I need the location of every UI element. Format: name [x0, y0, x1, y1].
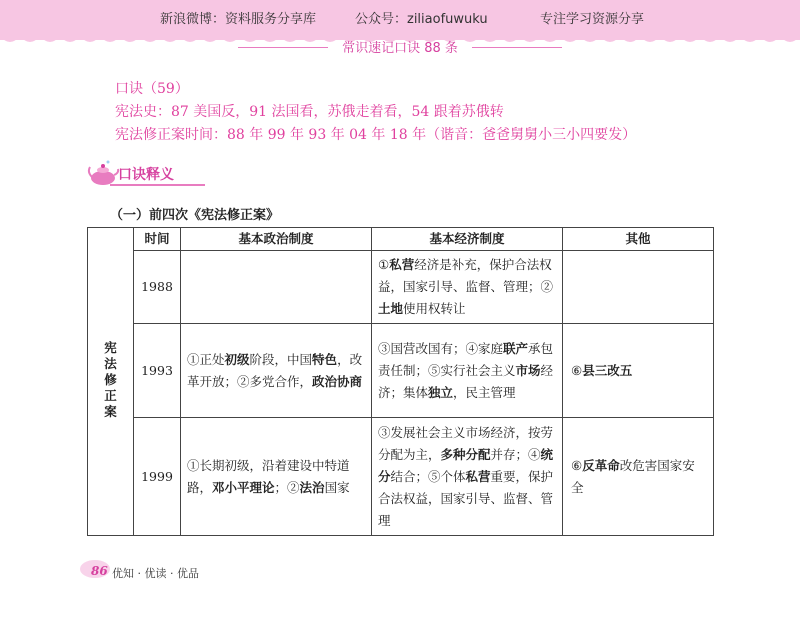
text-segment: 国家	[324, 479, 350, 495]
bold-segment: 邓小平理论	[212, 479, 275, 495]
year-cell: 1988	[134, 251, 181, 324]
header-economic: 基本经济制度	[372, 228, 563, 251]
political-cell	[181, 418, 372, 536]
bold-segment: 特色	[312, 351, 338, 367]
table-subheading: （一）前四次《宪法修正案》	[110, 208, 280, 223]
economic-cell	[372, 418, 563, 536]
other-cell	[563, 324, 714, 418]
weibo-text: 新浪微博：资料服务分享库	[160, 12, 317, 27]
amendments-table	[87, 227, 714, 536]
bold-segment: 市场	[515, 362, 541, 378]
mnemonic-line-1: 宪法史：87 美国反，91 法国看，苏俄走着看，54 跟着苏俄转	[115, 104, 504, 120]
text-segment: 使用权转让	[403, 301, 466, 316]
header-other: 其他	[563, 228, 714, 251]
section-label: 口诀释义	[118, 167, 174, 183]
political-cell	[181, 324, 372, 418]
other-cell	[563, 418, 714, 536]
text-segment: ⑥	[571, 457, 583, 473]
year-cell: 1993	[134, 324, 181, 418]
other-cell	[563, 251, 714, 324]
header-time: 时间	[134, 228, 181, 251]
header-political: 基本政治制度	[181, 228, 372, 251]
bold-segment: 私营	[389, 257, 415, 272]
text-segment: ；②	[274, 479, 300, 495]
text-segment: ⑥	[571, 362, 583, 378]
economic-cell	[372, 324, 563, 418]
bold-segment: 统分	[378, 446, 554, 484]
page-number: 86	[91, 564, 108, 578]
year-cell: 1999	[134, 418, 181, 536]
text-segment: ③发展社会主义市场经济，按劳分配为主，	[378, 424, 554, 462]
text-segment: ①正处	[187, 351, 225, 367]
text-segment: 阶段，中国	[249, 351, 313, 367]
text-segment: 结合；⑤个体	[390, 468, 466, 484]
text-segment: ，民主管理	[453, 384, 516, 400]
text-segment: ③国营改国有；④家庭	[378, 340, 504, 356]
section-underline	[110, 184, 205, 186]
bold-segment: 县三改五	[582, 362, 633, 378]
text-segment: 改危害国家安全	[571, 457, 695, 495]
political-cell	[181, 251, 372, 324]
text-segment: 并存；④	[490, 446, 541, 462]
bold-segment: 反革命	[582, 457, 620, 473]
text-segment: 承包责任制；⑤实行社会主义	[378, 340, 554, 378]
bold-segment: 法治	[299, 479, 325, 495]
bold-segment: 政治协商	[312, 373, 363, 389]
page-subtitle: 常识速记口诀 88 条	[342, 41, 458, 56]
text-segment: ①	[378, 257, 390, 272]
bold-segment: 联产	[503, 340, 529, 356]
side-label: 宪法修正案	[104, 340, 117, 419]
text-segment: ①长期初级，沿着建设中特道路，	[187, 457, 350, 495]
bold-segment: 初级	[224, 351, 250, 367]
table-header-row	[88, 228, 714, 251]
bold-segment: 土地	[378, 301, 404, 316]
table-row	[88, 418, 714, 536]
text-segment: 经济是补充，保护合法权益，国家引导、监督、管理；②	[378, 257, 554, 294]
table-row	[88, 251, 714, 324]
bold-segment: 多种分配	[440, 446, 491, 462]
table-row	[88, 324, 714, 418]
wechat-text: 公众号：ziliaofuwuku	[355, 12, 488, 27]
slogan-text: 专注学习资源分享	[540, 12, 645, 27]
text-segment: 重要，保护合法权益，国家引导、监督、管理	[378, 468, 554, 528]
mnemonic-title: 口诀（59）	[115, 81, 189, 97]
subtitle-rule-right	[472, 47, 562, 48]
text-segment: 经济；集体	[378, 362, 554, 400]
mnemonic-line-2: 宪法修正案时间：88 年 99 年 93 年 04 年 18 年（谐音：爸爸舅舅小三小四要发）	[115, 127, 637, 143]
text-segment: ，改革开放；②多党合作，	[187, 351, 363, 389]
footer-slogan: 优知 · 优读 · 优品	[112, 567, 199, 580]
economic-cell	[372, 251, 563, 324]
bold-segment: 独立	[428, 384, 454, 400]
bold-segment: 私营	[465, 468, 491, 484]
side-label-cell	[88, 228, 134, 536]
